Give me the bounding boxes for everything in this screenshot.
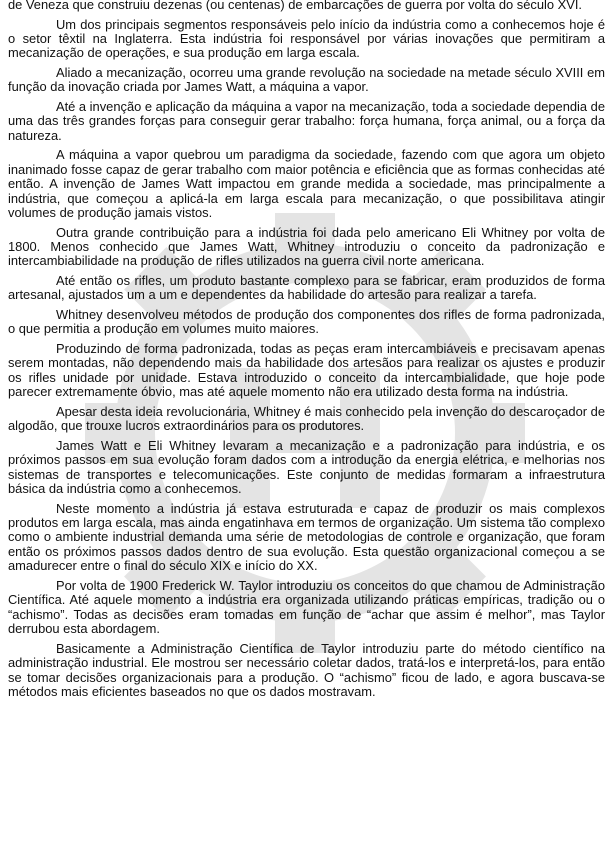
paragraph-12: Neste momento a indústria já estava estruturada e capaz de produzir os mais complexos produtos em larga escala, mas ainda engatinhava em termos de organização. Um sistema tão complexo como o ambiente industrial demanda uma série de metodologias de controle e organização, que foram então os próximos passos dados dentro de sua evolução. Esta questão organizacional começou a se amadurecer entre o final do século XIX e início do XX. bbox=[8, 500, 605, 574]
paragraph-7: Até então os rifles, um produto bastante complexo para se fabricar, eram produzidos de forma artesanal, ajustados um a um e dependentes da habilidade do artesão para realizar a tarefa. bbox=[8, 273, 605, 303]
paragraph-3: Aliado a mecanização, ocorreu uma grande revolução na sociedade na metade século XVIII em função da inovação criada por James Watt, a máquina a vapor. bbox=[8, 65, 605, 95]
paragraph-8: Whitney desenvolveu métodos de produção dos componentes dos rifles de forma padronizada, o que permitia a produção em volumes muito maiores. bbox=[8, 307, 605, 337]
paragraph-2: Um dos principais segmentos responsáveis pelo início da indústria como a conhecemos hoje é o setor têxtil na Inglaterra. Esta indústria foi responsável por várias inovações que permitiram a mecanização de operações, e sua produção em larga escala. bbox=[8, 16, 605, 61]
paragraph-4: Até a invenção e aplicação da máquina a vapor na mecanização, toda a sociedade dependia de uma das três grandes forças para conseguir gerar trabalho: força humana, força animal, ou a força da natureza. bbox=[8, 99, 605, 143]
paragraph-9: Produzindo de forma padronizada, todas as peças eram intercambiáveis e precisavam apenas serem montadas, não dependendo mais da habilidade dos artesãos para realizar os ajustes e produzir os rifles unidade por unidade. Estava introduzido o conceito da intercambialidade, que hoje pode parecer extremamente óbvio, mas até aquele momento não era utilizado desta forma na indústria. bbox=[8, 341, 605, 400]
paragraph-11: James Watt e Eli Whitney levaram a mecanização e a padronização para indústria, e os próximos passos em sua evolução foram dados com a introdução da energia elétrica, e melhorias nos sistemas de transportes e telecomunicações. Este conjunto de medidas formaram a infraestrutura básica da indústria como a conhecemos. bbox=[8, 437, 605, 497]
paragraph-5: A máquina a vapor quebrou um paradigma da sociedade, fazendo com que agora um objeto inanimado fosse capaz de gerar trabalho com maior potência e eficiência que as formas conhecidas até então. A invenção de James Watt impactou em grande medida a sociedade, mas principalmente a indústria, que começou a aplicá-la em larga escala para mecanização, o que possibilitava atingir volumes de produção jamais vistos. bbox=[8, 147, 605, 221]
paragraph-10: Apesar desta ideia revolucionária, Whitney é mais conhecido pela invenção do descaroçador de algodão, que trouxe lucros extraordinários para os produtores. bbox=[8, 403, 605, 434]
paragraph-1: de Veneza que construiu dezenas (ou centenas) de embarcações de guerra por volta do século XVI. bbox=[8, 0, 582, 12]
paragraph-6: Outra grande contribuição para a indústria foi dada pelo americano Eli Whitney por volta de 1800. Menos conhecido que James Watt, Whitney introduziu o conceito da padronização e intercambiabilidade na produção de rifles utilizados na guerra civil norte americana. bbox=[8, 224, 605, 269]
paragraph-13: Por volta de 1900 Frederick W. Taylor introduziu os conceitos do que chamou de Administração Científica. Até aquele momento a indústria era organizada utilizando práticas empíricas, tradição ou o “achismo”. Todas as decisões eram tomadas em função de “achar que assim é melhor”, mas Taylor derrubou esta abordagem. bbox=[8, 577, 605, 637]
paragraph-14: Basicamente a Administração Científica de Taylor introduziu parte do método científico na administração industrial. Ele mostrou ser necessário coletar dados, tratá-los e interpretá-los, para então se tomar decisões organizacionais para a produção. O “achismo” ficou de lado, e agora buscava-se métodos mais eficientes baseados no que os dados mostravam. bbox=[8, 640, 605, 699]
